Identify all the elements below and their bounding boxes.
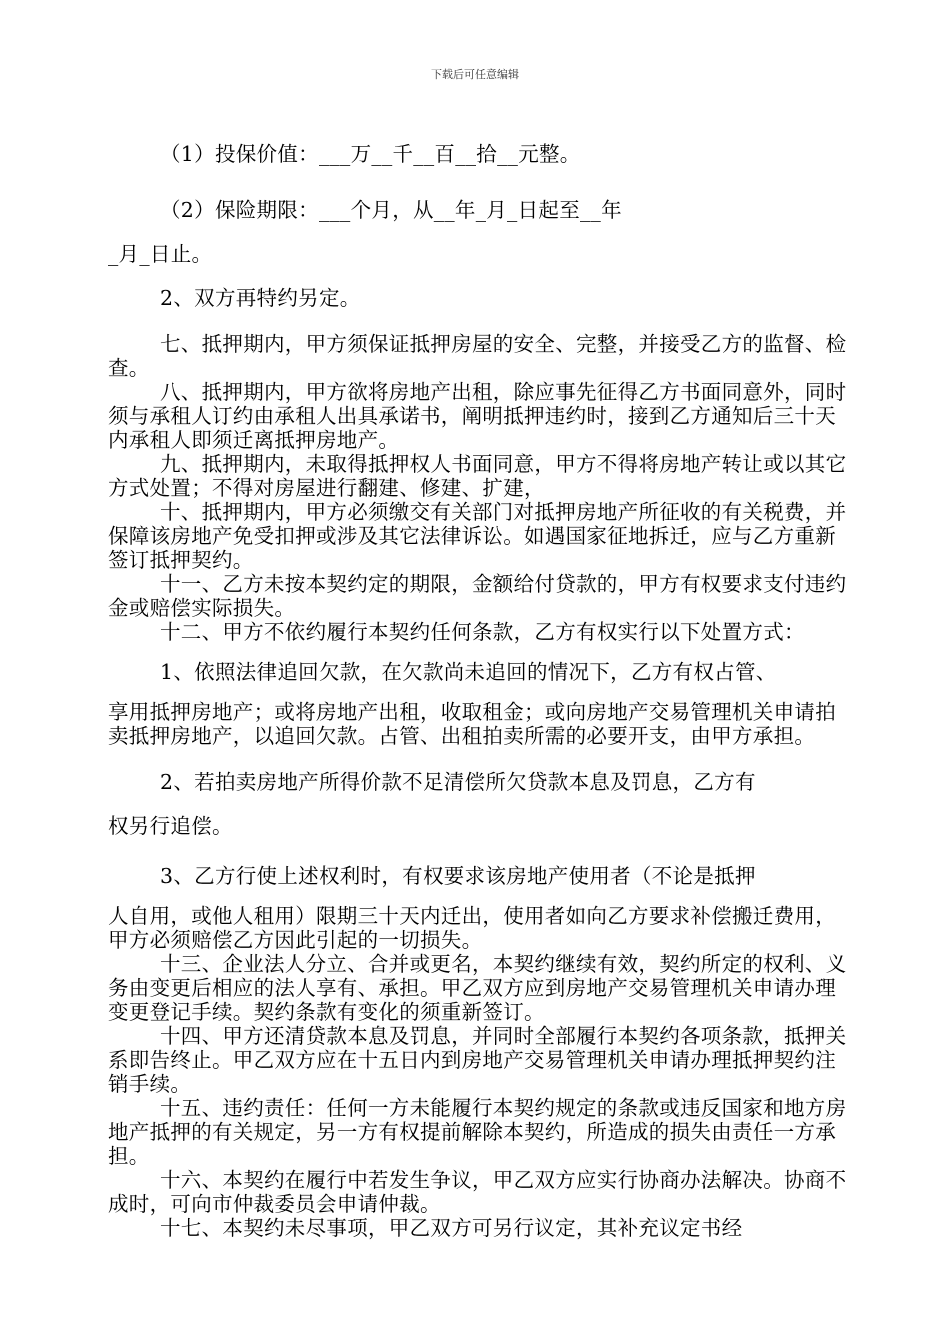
paragraph-insurance-period: （2）保险期限：___个月，从__年_月_日起至__年 (160, 198, 622, 222)
clause-11: 十一、乙方未按本契约定的期限，金额给付贷款的，甲方有权要求支付违约金或赔偿实际损失。 (108, 572, 847, 620)
paragraph-insurance-period-end: _月_日止。 (108, 242, 213, 266)
clause-17: 十七、本契约未尽事项，甲乙双方可另行议定，其补充议定书经 (160, 1216, 743, 1240)
clause-12-item-3-rest: 人自用，或他人租用）限期三十天内迁出，使用者如向乙方要求补偿搬迁费用，甲方必须赔偿乙方因此引起的一切损失。 (108, 904, 836, 952)
clause-12-item-2-rest: 权另行追偿。 (108, 814, 233, 838)
paragraph-special-agreement: 2、双方再特约另定。 (160, 286, 361, 310)
paragraph-insured-value: （1）投保价值：___万__千__百__拾__元整。 (160, 142, 581, 166)
clause-10: 十、抵押期内，甲方必须缴交有关部门对抵押房地产所征收的有关税费，并保障该房地产免受扣押或涉及其它法律诉讼。如遇国家征地拆迁，应与乙方重新签订抵押契约。 (108, 500, 847, 572)
clause-9: 九、抵押期内，未取得抵押权人书面同意，甲方不得将房地产转让或以其它方式处置；不得对房屋进行翻建、修建、扩建， (108, 452, 847, 500)
document-body (108, 132, 848, 1240)
clause-13: 十三、企业法人分立、合并或更名，本契约继续有效，契约所定的权利、义务由变更后相应的法人享有、承担。甲乙双方应到房地产交易管理机关申请办理变更登记手续。契约条款有变化的须重新签订。 (108, 952, 847, 1024)
clause-12-item-1-first-line: 1、依照法律追回欠款，在欠款尚未追回的情况下，乙方有权占管、 (160, 660, 777, 684)
clause-15: 十五、违约责任：任何一方未能履行本契约规定的条款或违反国家和地方房地产抵押的有关规定，另一方有权提前解除本契约，所造成的损失由责任一方承担。 (108, 1096, 847, 1168)
clause-16: 十六、本契约在履行中若发生争议，甲乙双方应实行协商办法解决。协商不成时，可向市仲裁委员会申请仲裁。 (108, 1168, 847, 1216)
clause-12-item-2-first-line: 2、若拍卖房地产所得价款不足清偿所欠贷款本息及罚息，乙方有 (160, 770, 756, 794)
clause-14: 十四、甲方还清贷款本息及罚息，并同时全部履行本契约各项条款，抵押关系即告终止。甲乙双方应在十五日内到房地产交易管理机关申请办理抵押契约注销手续。 (108, 1024, 847, 1096)
clause-12-item-1-rest: 享用抵押房地产；或将房地产出租，收取租金；或向房地产交易管理机关申请拍卖抵押房地产，以追回欠款。占管、出租拍卖所需的必要开支，由甲方承担。 (108, 700, 836, 748)
clause-8: 八、抵押期内，甲方欲将房地产出租，除应事先征得乙方书面同意外，同时须与承租人订约由承租人出具承诺书，阐明抵押违约时，接到乙方通知后三十天内承租人即须迁离抵押房地产。 (108, 380, 847, 452)
clause-12-item-3-first-line: 3、乙方行使上述权利时，有权要求该房地产使用者（不论是抵押 (160, 864, 756, 888)
page-header-note: 下载后可任意编辑 (431, 68, 519, 81)
clause-12: 十二、甲方不依约履行本契约任何条款，乙方有权实行以下处置方式： (160, 620, 805, 644)
clause-7: 七、抵押期内，甲方须保证抵押房屋的安全、完整，并接受乙方的监督、检查。 (108, 332, 847, 380)
